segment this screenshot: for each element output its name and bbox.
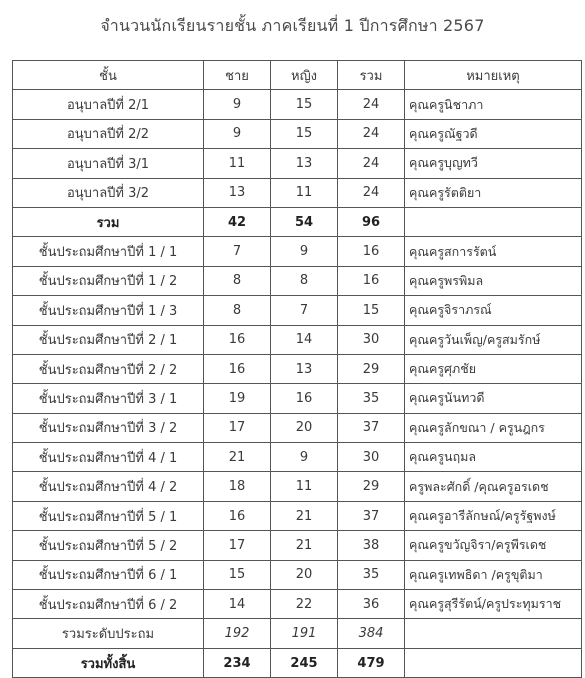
- cell-female: 21: [271, 531, 338, 560]
- cell-grade: ชั้นประถมศึกษาปีที่ 4 / 2: [13, 472, 204, 501]
- cell-total: 30: [338, 443, 405, 472]
- cell-note: คุณครูจิราภรณ์: [405, 296, 582, 325]
- cell-total: 24: [338, 178, 405, 207]
- table-row: [13, 354, 582, 383]
- cell-grade: ชั้นประถมศึกษาปีที่ 5 / 2: [13, 531, 204, 560]
- cell-grade: อนุบาลปีที่ 2/2: [13, 119, 204, 148]
- cell-male: 13: [204, 178, 271, 207]
- cell-total: 29: [338, 354, 405, 383]
- cell-note: คุณครูรัตติยา: [405, 178, 582, 207]
- cell-note: คุณครูนันทวดี: [405, 384, 582, 413]
- cell-total: 36: [338, 590, 405, 619]
- header-total: รวม: [338, 61, 405, 90]
- table-row: [13, 501, 582, 530]
- cell-male: 8: [204, 266, 271, 295]
- cell-female: 191: [271, 619, 338, 648]
- table-row: [13, 384, 582, 413]
- cell-total: 16: [338, 266, 405, 295]
- cell-note: คุณครูเทพธิดา /ครูขุติมา: [405, 560, 582, 589]
- cell-total: 16: [338, 237, 405, 266]
- table-row: [13, 443, 582, 472]
- cell-male: 9: [204, 119, 271, 148]
- table-row: [13, 590, 582, 619]
- cell-note: คุณครูอารีลักษณ์/ครูรัฐพงษ์: [405, 501, 582, 530]
- cell-female: 54: [271, 207, 338, 236]
- cell-male: 16: [204, 354, 271, 383]
- cell-female: 22: [271, 590, 338, 619]
- cell-note: คุณครูสุรีรัตน์/ครูประทุมราช: [405, 590, 582, 619]
- cell-total: 479: [338, 648, 405, 677]
- cell-female: 7: [271, 296, 338, 325]
- cell-note: คุณครูนฤมล: [405, 443, 582, 472]
- cell-male: 8: [204, 296, 271, 325]
- cell-male: 21: [204, 443, 271, 472]
- cell-female: 15: [271, 119, 338, 148]
- cell-male: 11: [204, 149, 271, 178]
- cell-female: 9: [271, 443, 338, 472]
- cell-male: 16: [204, 325, 271, 354]
- table-body: [13, 90, 582, 678]
- cell-female: 8: [271, 266, 338, 295]
- cell-grade: ชั้นประถมศึกษาปีที่ 6 / 1: [13, 560, 204, 589]
- cell-total: 24: [338, 149, 405, 178]
- cell-female: 13: [271, 149, 338, 178]
- cell-note: ครูพละศักดิ์ /คุณครูอรเดช: [405, 472, 582, 501]
- cell-female: 20: [271, 560, 338, 589]
- table-summary-row: [13, 619, 582, 648]
- cell-note: คุณครูณัฐวดี: [405, 119, 582, 148]
- header-female: หญิง: [271, 61, 338, 90]
- cell-note: คุณครูลักขณา / ครูนฎกร: [405, 413, 582, 442]
- table-row: [13, 90, 582, 119]
- table-row: [13, 149, 582, 178]
- table-row: [13, 560, 582, 589]
- cell-male: 18: [204, 472, 271, 501]
- cell-male: 17: [204, 413, 271, 442]
- cell-grade: ชั้นประถมศึกษาปีที่ 2 / 1: [13, 325, 204, 354]
- table-summary-row: [13, 207, 582, 236]
- cell-female: 11: [271, 178, 338, 207]
- cell-male: 192: [204, 619, 271, 648]
- table-row: [13, 237, 582, 266]
- cell-total: 37: [338, 413, 405, 442]
- cell-male: 15: [204, 560, 271, 589]
- page-title: จำนวนนักเรียนรายชั้น ภาคเรียนที่ 1 ปีการศึกษา 2567: [100, 16, 485, 35]
- table-row: [13, 178, 582, 207]
- cell-female: 15: [271, 90, 338, 119]
- cell-note: คุณครูพรพิมล: [405, 266, 582, 295]
- cell-grade: ชั้นประถมศึกษาปีที่ 6 / 2: [13, 590, 204, 619]
- cell-female: 21: [271, 501, 338, 530]
- cell-female: 16: [271, 384, 338, 413]
- cell-note: คุณครูบุญทวี: [405, 149, 582, 178]
- table-row: [13, 531, 582, 560]
- cell-total: 38: [338, 531, 405, 560]
- cell-male: 14: [204, 590, 271, 619]
- table-row: [13, 472, 582, 501]
- table-row: [13, 413, 582, 442]
- cell-female: 13: [271, 354, 338, 383]
- header-grade: ชั้น: [13, 61, 204, 90]
- cell-female: 9: [271, 237, 338, 266]
- cell-grade: ชั้นประถมศึกษาปีที่ 1 / 1: [13, 237, 204, 266]
- header-male: ชาย: [204, 61, 271, 90]
- cell-note: คุณครูขวัญจิรา/ครูพีรเดช: [405, 531, 582, 560]
- cell-grade: ชั้นประถมศึกษาปีที่ 4 / 1: [13, 443, 204, 472]
- cell-grade: ชั้นประถมศึกษาปีที่ 1 / 2: [13, 266, 204, 295]
- cell-grade: รวมระดับประถม: [13, 619, 204, 648]
- cell-note: [405, 207, 582, 236]
- cell-total: 384: [338, 619, 405, 648]
- cell-male: 16: [204, 501, 271, 530]
- cell-total: 29: [338, 472, 405, 501]
- cell-female: 14: [271, 325, 338, 354]
- cell-note: คุณครูศุภชัย: [405, 354, 582, 383]
- cell-note: คุณครูวันเพ็ญ/ครูสมรักษ์: [405, 325, 582, 354]
- cell-note: [405, 648, 582, 677]
- cell-male: 9: [204, 90, 271, 119]
- table-row: [13, 119, 582, 148]
- cell-male: 7: [204, 237, 271, 266]
- cell-male: 17: [204, 531, 271, 560]
- cell-total: 30: [338, 325, 405, 354]
- cell-note: คุณครูสการรัตน์: [405, 237, 582, 266]
- cell-grade: อนุบาลปีที่ 3/2: [13, 178, 204, 207]
- cell-grade: อนุบาลปีที่ 3/1: [13, 149, 204, 178]
- table-summary-row: [13, 648, 582, 677]
- student-count-table: [12, 60, 582, 678]
- cell-grade: ชั้นประถมศึกษาปีที่ 3 / 1: [13, 384, 204, 413]
- cell-grade: ชั้นประถมศึกษาปีที่ 2 / 2: [13, 354, 204, 383]
- table-row: [13, 296, 582, 325]
- cell-male: 42: [204, 207, 271, 236]
- cell-grade: ชั้นประถมศึกษาปีที่ 1 / 3: [13, 296, 204, 325]
- cell-female: 11: [271, 472, 338, 501]
- cell-total: 35: [338, 384, 405, 413]
- cell-grade: รวมทั้งสิ้น: [13, 648, 204, 677]
- cell-male: 19: [204, 384, 271, 413]
- cell-total: 24: [338, 119, 405, 148]
- cell-note: คุณครูนิชาภา: [405, 90, 582, 119]
- table-row: [13, 266, 582, 295]
- cell-total: 96: [338, 207, 405, 236]
- cell-total: 24: [338, 90, 405, 119]
- cell-grade: ชั้นประถมศึกษาปีที่ 5 / 1: [13, 501, 204, 530]
- table-row: [13, 325, 582, 354]
- table-header-row: [13, 61, 582, 90]
- cell-male: 234: [204, 648, 271, 677]
- cell-grade: อนุบาลปีที่ 2/1: [13, 90, 204, 119]
- cell-total: 35: [338, 560, 405, 589]
- header-note: หมายเหตุ: [405, 61, 582, 90]
- cell-total: 37: [338, 501, 405, 530]
- cell-grade: รวม: [13, 207, 204, 236]
- cell-total: 15: [338, 296, 405, 325]
- cell-grade: ชั้นประถมศึกษาปีที่ 3 / 2: [13, 413, 204, 442]
- cell-female: 245: [271, 648, 338, 677]
- cell-female: 20: [271, 413, 338, 442]
- cell-note: [405, 619, 582, 648]
